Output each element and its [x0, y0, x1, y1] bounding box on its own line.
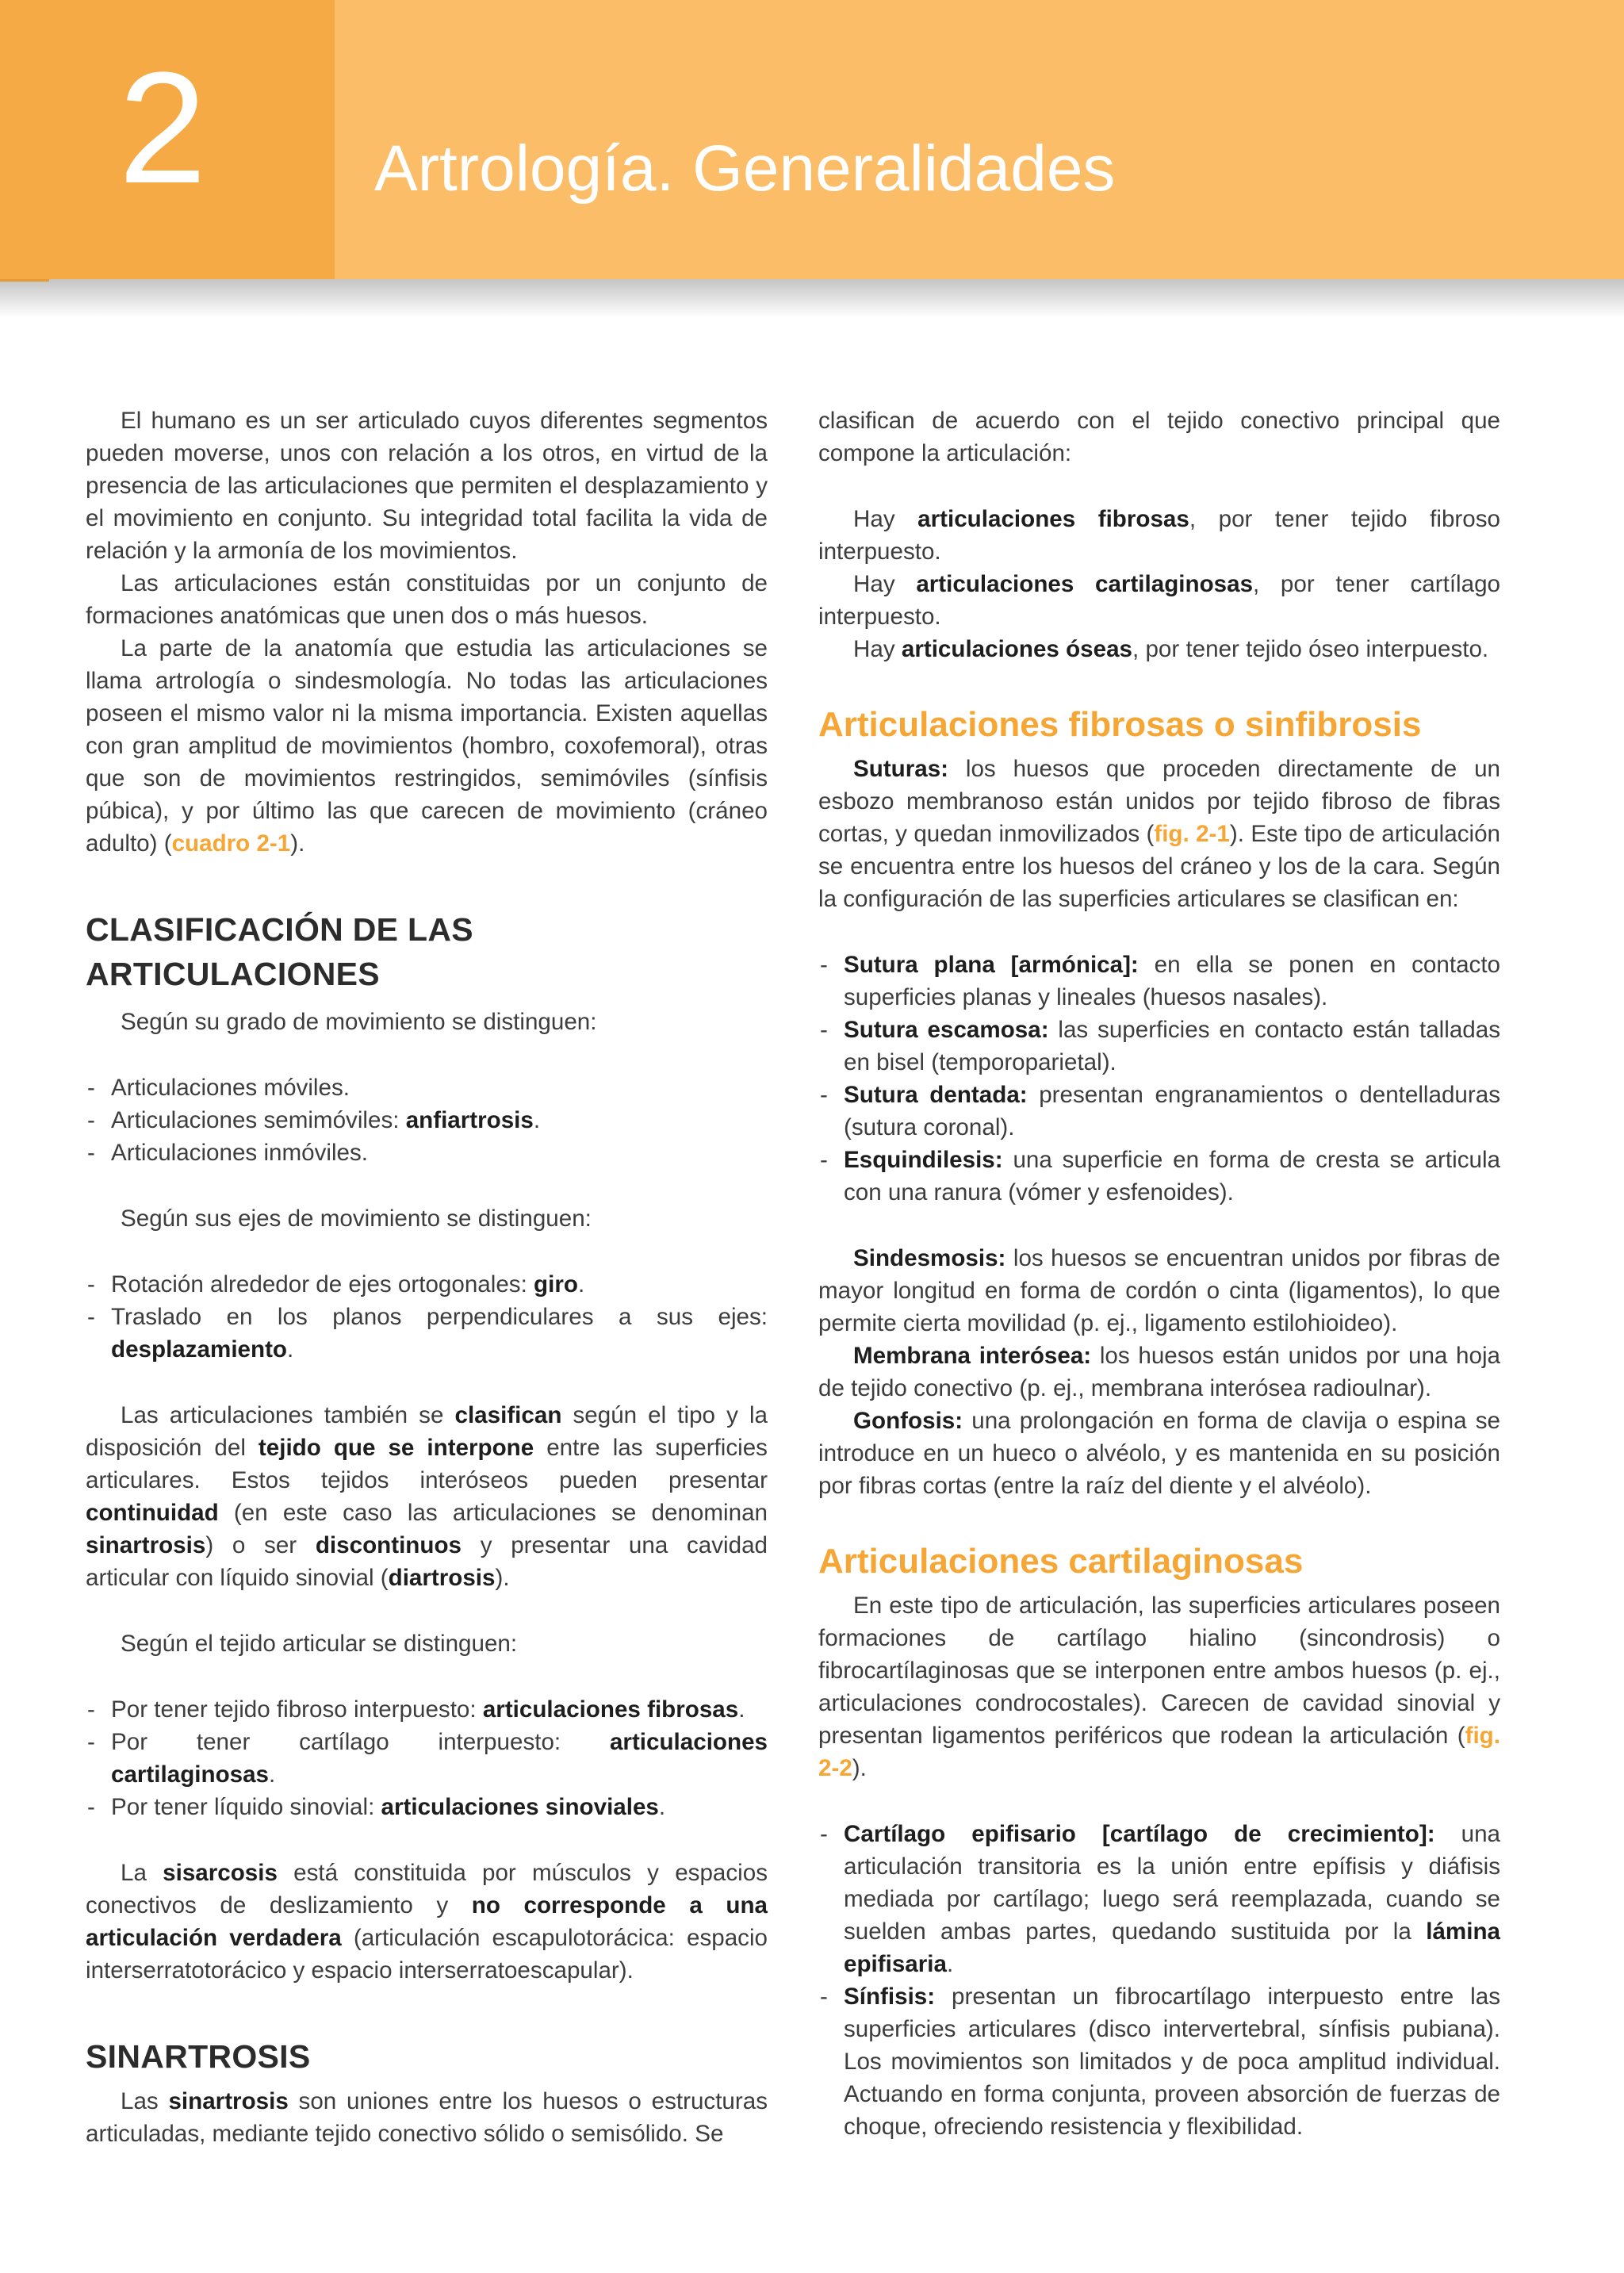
text-run: Por tener líquido sinovial: — [111, 1794, 381, 1820]
text-run: Las articulaciones también se — [121, 1402, 455, 1428]
chapter-number: 2 — [118, 40, 207, 217]
axes-list — [86, 1268, 768, 1366]
sisarcosis-paragraph — [86, 1857, 768, 1987]
cross-reference: cuadro 2-1 — [171, 830, 291, 857]
text-run: . — [287, 1336, 294, 1363]
list-item — [818, 1079, 1500, 1144]
list-item — [818, 949, 1500, 1014]
text-run: presentan engranamientos o dentelladuras (sutura coronal). — [844, 1082, 1500, 1140]
axes-intro — [86, 1202, 768, 1235]
list-item — [86, 1136, 768, 1169]
text-run: . — [269, 1761, 276, 1788]
bold-term: continuidad — [86, 1500, 219, 1526]
tissue-type-paragraph — [86, 1399, 768, 1594]
cartilaginous-paragraph — [818, 1589, 1500, 1784]
cross-reference: fig. 2-2 — [818, 1723, 1500, 1781]
bold-term: anfiartrosis — [405, 1107, 534, 1133]
bold-term: articulaciones fibrosas — [917, 506, 1189, 532]
fibrous-subtype-paragraph — [818, 1340, 1500, 1405]
intro-paragraph — [86, 567, 768, 632]
bold-term: sinartrosis — [168, 2088, 289, 2114]
list-item — [86, 1726, 768, 1791]
intro-paragraph — [86, 632, 768, 860]
right-column — [818, 404, 1500, 2143]
text-run: Según su grado de movimiento se distinguen: — [121, 1009, 597, 1035]
list-item — [86, 1791, 768, 1823]
bold-term: clasifican — [454, 1402, 562, 1428]
text-run: La parte de la anatomía que estudia las articulaciones se llama artrología o sindesmología. No todas las articulaciones poseen el mismo valor ni la misma importancia. Existen aquellas con gran amplitud de movimientos (hombro, coxofemoral), otras que son de movimientos restringidos, semimóviles (sínfisis púbica), y por último las que carecen de movimiento (cráneo adulto) ( — [86, 635, 768, 857]
text-run: clasifican de acuerdo con el tejido conectivo principal que compone la articulación: — [818, 408, 1500, 466]
text-run: ). — [495, 1565, 510, 1591]
bold-term: articulaciones cartilaginosas — [916, 571, 1254, 597]
bold-term: articulaciones cartilaginosas — [111, 1729, 768, 1788]
text-run: . — [533, 1107, 541, 1133]
header-accent-line — [0, 279, 49, 282]
text-run: . — [577, 1271, 585, 1297]
text-run: Articulaciones semimóviles: — [111, 1107, 406, 1133]
bold-term: sinartrosis — [86, 1532, 206, 1558]
section-heading-sinartrosis: SINARTROSIS — [86, 2038, 311, 2075]
list-item — [818, 1014, 1500, 1079]
text-run: , por tener tejido óseo interpuesto. — [1132, 636, 1489, 662]
bold-term: articulaciones óseas — [901, 636, 1133, 662]
text-run: (en este caso las articulaciones se denominan — [218, 1500, 768, 1526]
section-heading-clasificacion: CLASIFICACIÓN DE LAS ARTICULACIONES — [86, 911, 473, 992]
bold-term: Sutura escamosa: — [844, 1017, 1049, 1043]
text-run: ). — [290, 830, 305, 857]
text-run: los huesos se encuentran unidos por fibras de mayor longitud en forma de cordón o cinta (ligamentos), lo que permite cierta movilidad (p. ej., ligamento estilohioideo). — [818, 1245, 1500, 1336]
list-item — [818, 1144, 1500, 1209]
text-run: Según sus ejes de movimiento se distinguen: — [121, 1205, 592, 1232]
text-run: según el tipo y la disposición del — [86, 1402, 768, 1461]
bold-term: desplazamiento — [111, 1336, 288, 1363]
list-item — [818, 1980, 1500, 2143]
text-run: y presentar una cavidad articular con líquido sinovial ( — [86, 1532, 768, 1591]
fibrous-subtype-paragraph — [818, 1242, 1500, 1340]
intro-paragraph — [86, 404, 768, 567]
text-run: son uniones entre los huesos o estructuras articuladas, mediante tejido conectivo sólido o semisólido. Se — [86, 2088, 768, 2147]
movement-intro — [86, 1006, 768, 1038]
cross-reference: fig. 2-1 — [1154, 821, 1230, 847]
text-run: , por tener tejido fibroso interpuesto. — [818, 506, 1500, 565]
bold-term: giro — [534, 1271, 578, 1297]
text-run: ). — [852, 1755, 867, 1781]
text-run: En este tipo de articulación, las superficies articulares poseen formaciones de cartílago hialino (sincondrosis) o fibrocartílaginosas que se interponen entre ambos huesos (p. ej., articulaciones condrocostales). Carecen de cavidad sinovial y presentan ligamentos periféricos que rodean la articulación ( — [818, 1593, 1500, 1749]
bold-term: Sínfisis: — [844, 1984, 936, 2010]
list-item — [86, 1071, 768, 1104]
text-run: Según el tejido articular se distinguen: — [121, 1631, 518, 1657]
chapter-title: Artrología. Generalidades — [374, 132, 1116, 205]
bold-term: Sutura dentada: — [844, 1082, 1028, 1108]
list-item — [86, 1268, 768, 1301]
text-run: una articulación transitoria es la unión entre epífisis y diáfisis mediada por cartílago; luego será reemplazada, cuando se suelden ambas partes, quedando sustituida por la — [844, 1821, 1500, 1945]
text-run: Por tener cartílago interpuesto: — [111, 1729, 610, 1755]
tissue-intro — [86, 1627, 768, 1660]
text-run: las superficies en contacto están talladas en bisel (temporoparietal). — [844, 1017, 1500, 1075]
bold-term: articulaciones fibrosas — [482, 1696, 739, 1723]
text-run: El humano es un ser articulado cuyos diferentes segmentos pueden moverse, unos con relación a los otros, en virtud de la presencia de las articulaciones que permiten el desplazamiento y el movimiento en conjunto. Su integridad total facilita la vida de relación y la armonía de los movimientos. — [86, 408, 768, 564]
section-heading-cartilaginosas: Articulaciones cartilaginosas — [818, 1542, 1304, 1581]
list-item — [86, 1104, 768, 1136]
suturas-list — [818, 949, 1500, 1209]
text-run: (articulación escapulotorácica: espacio interserratotorácico y espacio interserratoescapular). — [86, 1925, 768, 1984]
tissue-list — [86, 1693, 768, 1823]
bold-term: Sindesmosis: — [853, 1245, 1006, 1271]
header-shadow — [0, 279, 1624, 317]
text-run: ) o ser — [205, 1532, 316, 1558]
text-run: Hay — [853, 571, 917, 597]
type-paragraph — [818, 633, 1500, 665]
text-run: los huesos que proceden directamente de un esbozo membranoso están unidos por tejido fibroso de fibras cortas, y quedan inmovilizados ( — [818, 756, 1500, 847]
text-run: La — [121, 1860, 163, 1886]
type-paragraph — [818, 503, 1500, 568]
text-run: está constituida por músculos y espacios conectivos de deslizamiento y — [86, 1860, 768, 1918]
cartilaginous-list — [818, 1818, 1500, 2143]
bold-term: Esquindilesis: — [844, 1147, 1003, 1173]
text-run: en ella se ponen en contacto superficies planas y lineales (huesos nasales). — [844, 952, 1501, 1010]
text-run: los huesos están unidos por una hoja de tejido conectivo (p. ej., membrana interósea radioulnar). — [818, 1343, 1501, 1401]
bold-term: no corresponde a una articulación verdadera — [86, 1892, 768, 1951]
text-run: Articulaciones inmóviles. — [111, 1140, 369, 1166]
text-run: Las — [121, 2088, 169, 2114]
text-run: . — [658, 1794, 666, 1820]
left-column — [86, 404, 768, 2150]
text-run: Hay — [853, 636, 902, 662]
list-item — [818, 1818, 1500, 1980]
text-run: , por tener cartílago interpuesto. — [818, 571, 1501, 630]
movement-list — [86, 1071, 768, 1169]
bold-term: sisarcosis — [163, 1860, 278, 1886]
fibrous-subtype-paragraph — [818, 1405, 1500, 1502]
bold-term: Sutura plana [armónica]: — [844, 952, 1139, 978]
text-run: Las articulaciones están constituidas por un conjunto de formaciones anatómicas que unen dos o más huesos. — [86, 570, 768, 629]
text-run: entre las superficies articulares. Estos tejidos interóseos pueden presentar — [86, 1435, 768, 1493]
bold-term: tejido que se interpone — [258, 1435, 534, 1461]
bold-term: diartrosis — [388, 1565, 496, 1591]
text-run: Por tener tejido fibroso interpuesto: — [111, 1696, 483, 1723]
text-run: Traslado en los planos perpendiculares a sus ejes: — [111, 1304, 768, 1330]
bold-term: Gonfosis: — [853, 1408, 963, 1434]
bold-term: Membrana interósea: — [853, 1343, 1092, 1369]
bold-term: articulaciones sinoviales — [381, 1794, 659, 1820]
text-run: . — [738, 1696, 745, 1723]
type-paragraph — [818, 568, 1500, 633]
bold-term: Cartílago epifisario [cartílago de crecimiento]: — [844, 1821, 1435, 1847]
text-run: Articulaciones móviles. — [111, 1075, 350, 1101]
bold-term: lámina epifisaria — [844, 1918, 1500, 1977]
text-run: ). Este tipo de articulación se encuentra entre los huesos del cráneo y los de la cara. Según la configuración de las superficies articulares se clasifican en: — [818, 821, 1500, 912]
bold-term: Suturas: — [853, 756, 949, 782]
continuation-paragraph — [818, 404, 1500, 470]
text-run: una prolongación en forma de clavija o espina se introduce en un hueco o alvéolo, y es mantenida en su posición por fibras cortas (entre la raíz del diente y el alvéolo). — [818, 1408, 1500, 1499]
list-item — [86, 1301, 768, 1366]
text-run: Hay — [853, 506, 918, 532]
suturas-paragraph — [818, 753, 1500, 915]
section-heading-fibrosas: Articulaciones fibrosas o sinfibrosis — [818, 705, 1422, 744]
sinartrosis-paragraph — [86, 2085, 768, 2150]
text-run: Rotación alrededor de ejes ortogonales: — [111, 1271, 534, 1297]
text-run: una superficie en forma de cresta se articula con una ranura (vómer y esfenoides). — [844, 1147, 1500, 1205]
text-run: presentan un fibrocartílago interpuesto entre las superficies articulares (disco intervertebral, sínfisis pubiana). Los movimientos son limitados y de poca amplitud individual. Actuando en forma conjunta, proveen absorción de fuerzas de choque, ofreciendo resistencia y flexibilidad. — [844, 1984, 1500, 2140]
bold-term: discontinuos — [315, 1532, 462, 1558]
text-run: . — [946, 1951, 954, 1977]
list-item — [86, 1693, 768, 1726]
chapter-header — [0, 0, 1624, 279]
